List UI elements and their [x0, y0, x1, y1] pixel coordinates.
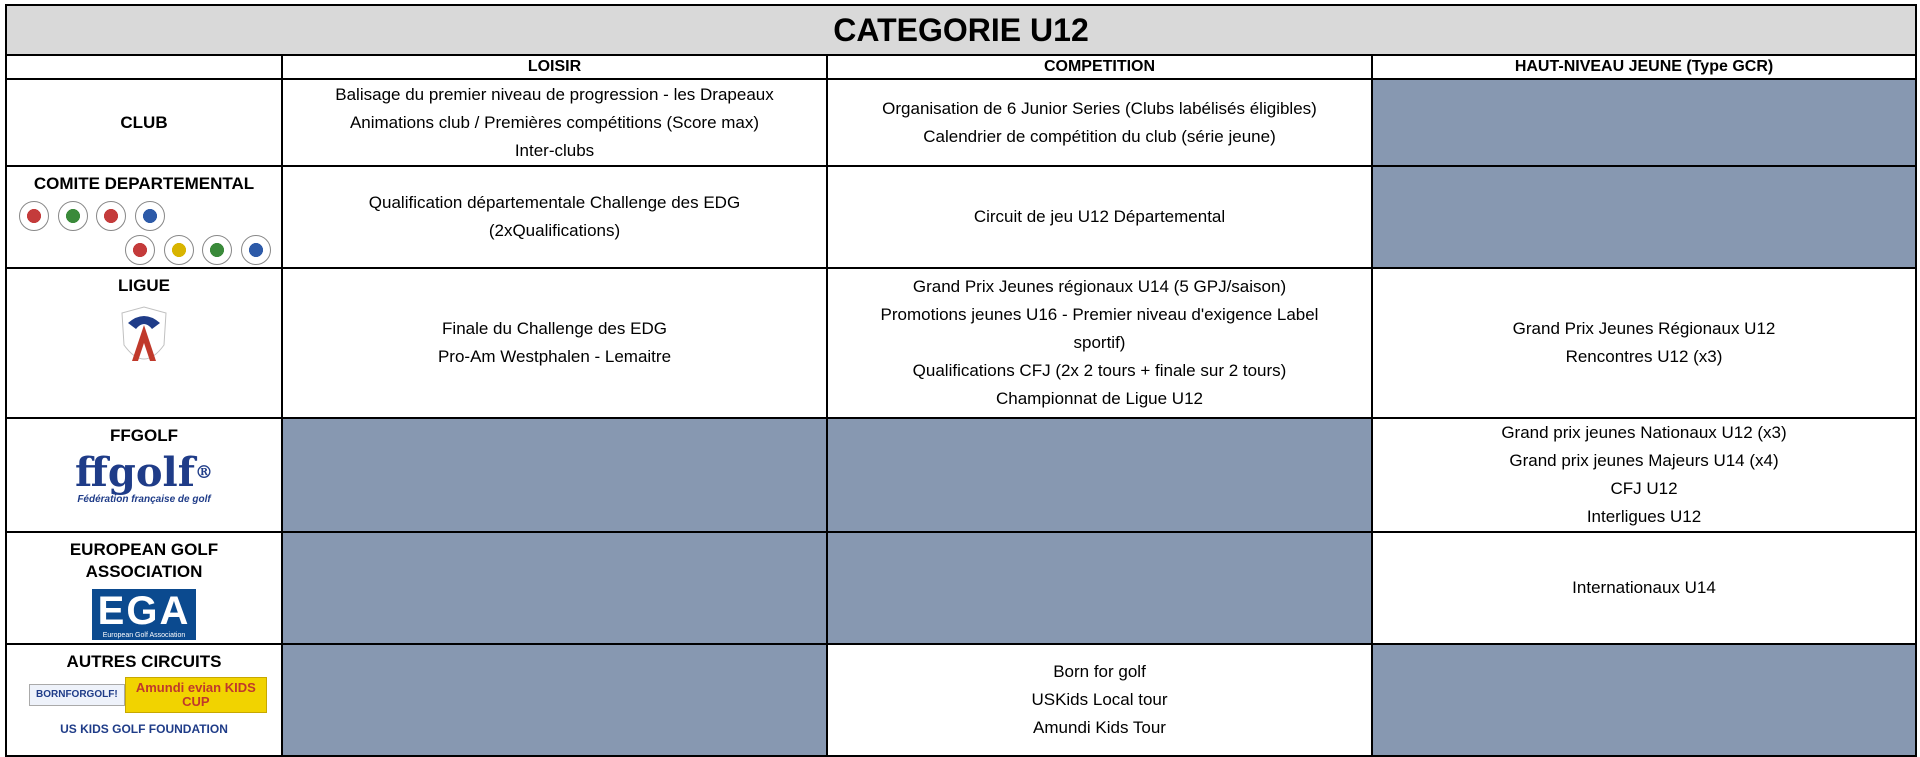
ega-loisir-cell — [282, 532, 827, 644]
cell-line: Finale du Challenge des EDG — [442, 319, 667, 338]
cell-line: Grand Prix Jeunes Régionaux U12 — [1512, 319, 1776, 338]
cell-line: Inter-clubs — [514, 140, 595, 160]
cell-line: sportif) — [1073, 333, 1126, 352]
ligue-logo-icon — [114, 305, 174, 375]
comite-logos — [13, 199, 275, 233]
autres-logos — [13, 673, 275, 713]
autres-competition-cell — [827, 644, 1372, 756]
row-label-autres-circuits — [6, 644, 282, 756]
cell-line: Rencontres U12 (x3) — [1565, 347, 1723, 366]
ega-logo-subtitle: European Golf Association — [102, 632, 186, 639]
row-label-club: CLUB — [6, 79, 282, 166]
ffgolf-mark-icon: ® — [194, 462, 213, 483]
ega-competition-cell — [827, 532, 1372, 644]
cell-line: Balisage du premier niveau de progression - les Drapeaux — [335, 84, 774, 104]
cell-line: Qualification départementale Challenge des EDG — [368, 193, 741, 212]
comite-competition-cell — [827, 166, 1372, 268]
row-label-comite — [6, 166, 282, 268]
comite-logo-icon — [58, 201, 88, 231]
category-table — [5, 4, 1917, 757]
table-row — [6, 268, 1916, 418]
table-row — [6, 79, 1916, 166]
table-row — [6, 644, 1916, 756]
table-row — [6, 166, 1916, 268]
table-row — [6, 532, 1916, 644]
cell-line: Amundi Kids Tour — [1033, 718, 1166, 737]
autres-loisir-cell — [282, 644, 827, 756]
cell-line: Organisation de 6 Junior Series (Clubs labélisés éligibles) — [882, 98, 1317, 118]
comite-loisir-cell — [282, 166, 827, 268]
club-competition-cell — [827, 79, 1372, 166]
ffgolf-haut-niveau-cell — [1372, 418, 1916, 532]
autres-haut-niveau-cell — [1372, 644, 1916, 756]
comite-logo-icon — [241, 235, 271, 265]
corner-header — [6, 55, 282, 79]
ffgolf-logo-subtitle: Fédération française de golf — [77, 494, 211, 505]
header-haut-niveau: HAUT-NIVEAU JEUNE (Type GCR) — [1372, 55, 1916, 79]
cell-line: Internationaux U14 — [1572, 578, 1716, 597]
cell-line: (2xQualifications) — [488, 221, 621, 240]
ega-haut-niveau-cell — [1372, 532, 1916, 644]
ligue-haut-niveau-cell — [1372, 268, 1916, 418]
cell-line: Qualifications CFJ (2x 2 tours + finale sur 2 tours) — [912, 361, 1287, 380]
autres-logos — [13, 713, 275, 739]
ffgolf-loisir-cell — [282, 418, 827, 532]
cell-line: Championnat de Ligue U12 — [996, 389, 1203, 408]
row-label-text: AUTRES CIRCUITS — [66, 652, 222, 671]
spreadsheet — [5, 4, 1915, 739]
ffgolf-logo — [13, 449, 275, 496]
ega-logo-text: EGA — [97, 589, 191, 633]
row-label-text: COMITE DEPARTEMENTAL — [33, 174, 255, 193]
table-title: CATEGORIE U12 — [6, 5, 1916, 55]
cell-line: USKids Local tour — [1031, 690, 1168, 709]
club-loisir-cell — [282, 79, 827, 166]
cell-line: Promotions jeunes U16 - Premier niveau d'exigence Label — [880, 305, 1319, 324]
row-label-ligue — [6, 268, 282, 418]
comite-logo-icon — [202, 235, 232, 265]
table-row — [6, 418, 1916, 532]
cell-line: Grand prix jeunes Majeurs U14 (x4) — [1509, 451, 1779, 470]
cell-line: Interligues U12 — [1586, 507, 1702, 526]
comite-logo-icon — [135, 201, 165, 231]
cell-line: Animations club / Premières compétitions (Score max) — [349, 112, 760, 132]
comite-logo-icon — [96, 201, 126, 231]
row-label-text: LIGUE — [118, 276, 170, 295]
comite-logos — [13, 233, 275, 267]
row-label-ffgolf — [6, 418, 282, 532]
comite-logo-icon — [19, 201, 49, 231]
cell-line: Born for golf — [1053, 662, 1146, 681]
header-loisir: LOISIR — [282, 55, 827, 79]
ligue-loisir-cell — [282, 268, 827, 418]
cell-line: Grand Prix Jeunes régionaux U14 (5 GPJ/saison) — [912, 277, 1287, 296]
comite-haut-niveau-cell — [1372, 166, 1916, 268]
uskids-logo: US KIDS GOLF FOUNDATION — [60, 722, 228, 736]
ligue-competition-cell — [827, 268, 1372, 418]
cell-line: CFJ U12 — [1610, 479, 1678, 498]
header-competition: COMPETITION — [827, 55, 1372, 79]
comite-logo-icon — [125, 235, 155, 265]
comite-logo-icon — [164, 235, 194, 265]
cell-line: Grand prix jeunes Nationaux U12 (x3) — [1501, 423, 1787, 442]
cell-line: Pro-Am Westphalen - Lemaitre — [437, 347, 672, 366]
amundi-logo: Amundi evian KIDS CUP — [125, 677, 267, 713]
row-label-text: FFGOLF — [110, 426, 178, 445]
ega-logo — [92, 589, 197, 640]
cell-line: Circuit de jeu U12 Départemental — [973, 207, 1226, 226]
cell-line: Calendrier de compétition du club (série jeune) — [923, 126, 1276, 146]
row-label-text: EUROPEAN GOLF ASSOCIATION — [69, 540, 219, 581]
row-label-ega — [6, 532, 282, 644]
ffgolf-logo-text: ffgolf — [75, 449, 195, 496]
bornforgolf-logo: BORNFORGOLF! — [29, 684, 125, 706]
club-haut-niveau-cell — [1372, 79, 1916, 166]
ffgolf-competition-cell — [827, 418, 1372, 532]
